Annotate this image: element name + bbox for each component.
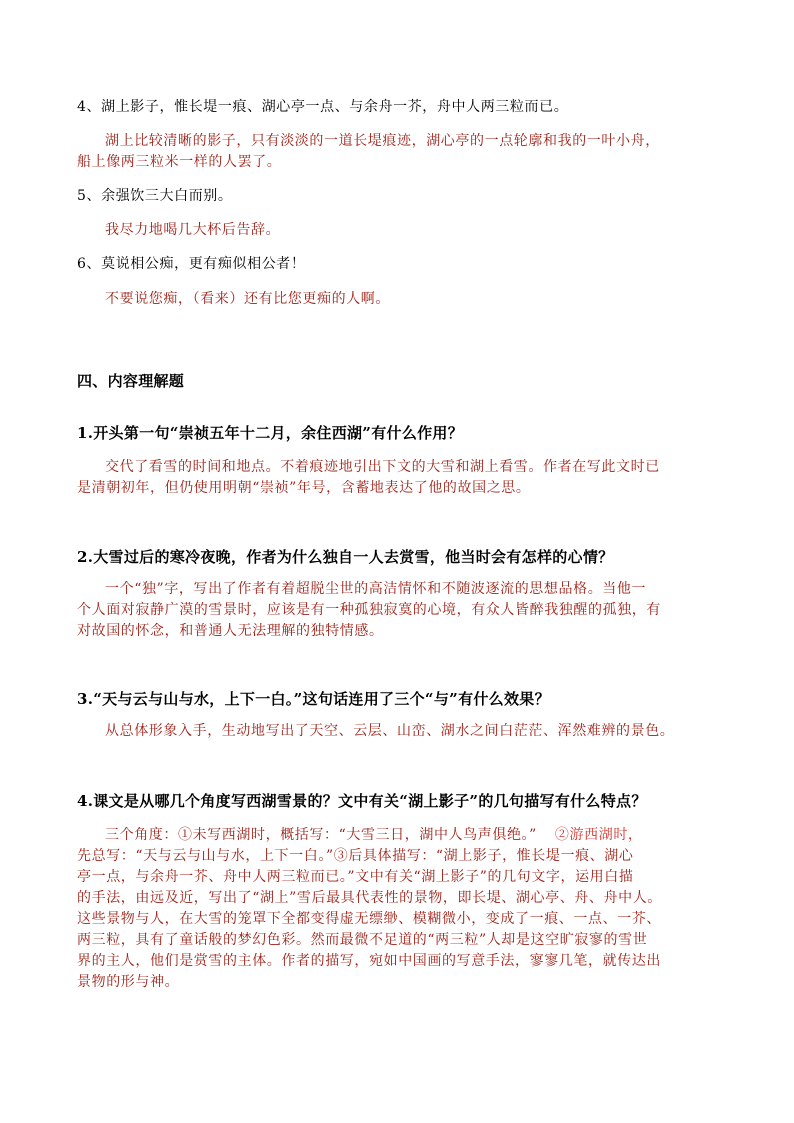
- answer-4-line-7: 界的主人，他们是赏雪的主体。作者的描写，宛如中国画的写意手法，寥寥几笔，就传达出: [77, 953, 661, 969]
- answer-4-line-3: 亭一点，与余舟一芥、舟中人两三粒而已。”文中有关“湖上影子”的几句文字，运用白描: [77, 869, 634, 885]
- question-2: 2.大雪过后的寒冷夜晚，作者为什么独自一人去赏雪，他当时会有怎样的心情？: [77, 548, 614, 566]
- question-3: 3.“天与云与山与水，上下一白。”这句话连用了三个“与”有什么效果？: [77, 690, 550, 708]
- translation-answer-4-line-2: 船上像两三粒米一样的人罢了。: [77, 154, 282, 170]
- translation-item-4: 4、湖上影子，惟长堤一痕、湖心亭一点、与余舟一芥，舟中人两三粒而已。: [77, 99, 569, 115]
- answer-2-line-2: 个人面对寂静广漠的雪景时，应该是有一种孤独寂寞的心境，有众人皆醉我独醒的孤独，有: [77, 602, 661, 618]
- answer-2-line-3: 对故国的怀念，和普通人无法理解的独特情感。: [77, 623, 384, 639]
- answer-1-line-1: 交代了看雪的时间和地点。不着痕迹地引出下文的大雪和湖上看雪。作者在写此文时已: [105, 459, 660, 475]
- translation-item-6: 6、莫说相公痴，更有痴似相公者！: [77, 256, 306, 272]
- answer-4-line-5: 这些景物与人，在大雪的笼罩下全都变得虚无缥缈、模糊微小，变成了一痕、一点、一芥、: [77, 911, 661, 927]
- section-title: 四、内容理解题: [77, 372, 185, 390]
- answer-4-line-6: 两三粒，具有了童话般的梦幻色彩。然而最微不足道的“两三粒”人却是这空旷寂寥的雪世: [77, 932, 648, 948]
- answer-2-line-1: 一个“独”字，写出了作者有着超脱尘世的高洁情怀和不随波逐流的思想品格。当他一: [105, 581, 647, 597]
- answer-3-line-1: 从总体形象入手，生动地写出了天空、云层、山峦、湖水之间白茫茫、浑然难辨的景色。: [105, 723, 675, 739]
- translation-item-5: 5、余强饮三大白而别。: [77, 188, 233, 204]
- translation-answer-6: 不要说您痴，（看来）还有比您更痴的人啊。: [105, 291, 390, 307]
- answer-4-line-1: [105, 826, 643, 844]
- translation-answer-4-line-1: 湖上比较清晰的影子，只有淡淡的一道长堤痕迹，湖心亭的一点轮廓和我的一叶小舟，: [105, 133, 660, 149]
- answer-4-line-1-highlight: ②游西湖时，: [554, 827, 643, 843]
- answer-4-line-8: 景物的形与神。: [77, 974, 180, 990]
- question-4: 4.课文是从哪几个角度写西湖雪景的？文中有关“湖上影子”的几句描写有什么特点？: [77, 792, 647, 810]
- answer-4-line-4: 的手法，由远及近，写出了“湖上”雪后最具代表性的景物，即长堤、湖心亭、舟、舟中人。: [77, 890, 662, 906]
- answer-4-line-2: 先总写：“天与云与山与水，上下一白。”③后具体描写：“湖上影子，惟长堤一痕、湖心: [77, 848, 634, 864]
- answer-1-line-2: 是清朝初年，但仍使用明朝“崇祯”年号，含蓄地表达了他的故国之思。: [77, 480, 531, 496]
- translation-answer-5: 我尽力地喝几大杯后告辞。: [105, 222, 281, 238]
- answer-4-line-1-main: 三个角度：①未写西湖时，概括写：“大雪三日，湖中人鸟声俱绝。”: [105, 827, 537, 843]
- question-1: 1.开头第一句“崇祯五年十二月，余住西湖”有什么作用？: [77, 424, 464, 442]
